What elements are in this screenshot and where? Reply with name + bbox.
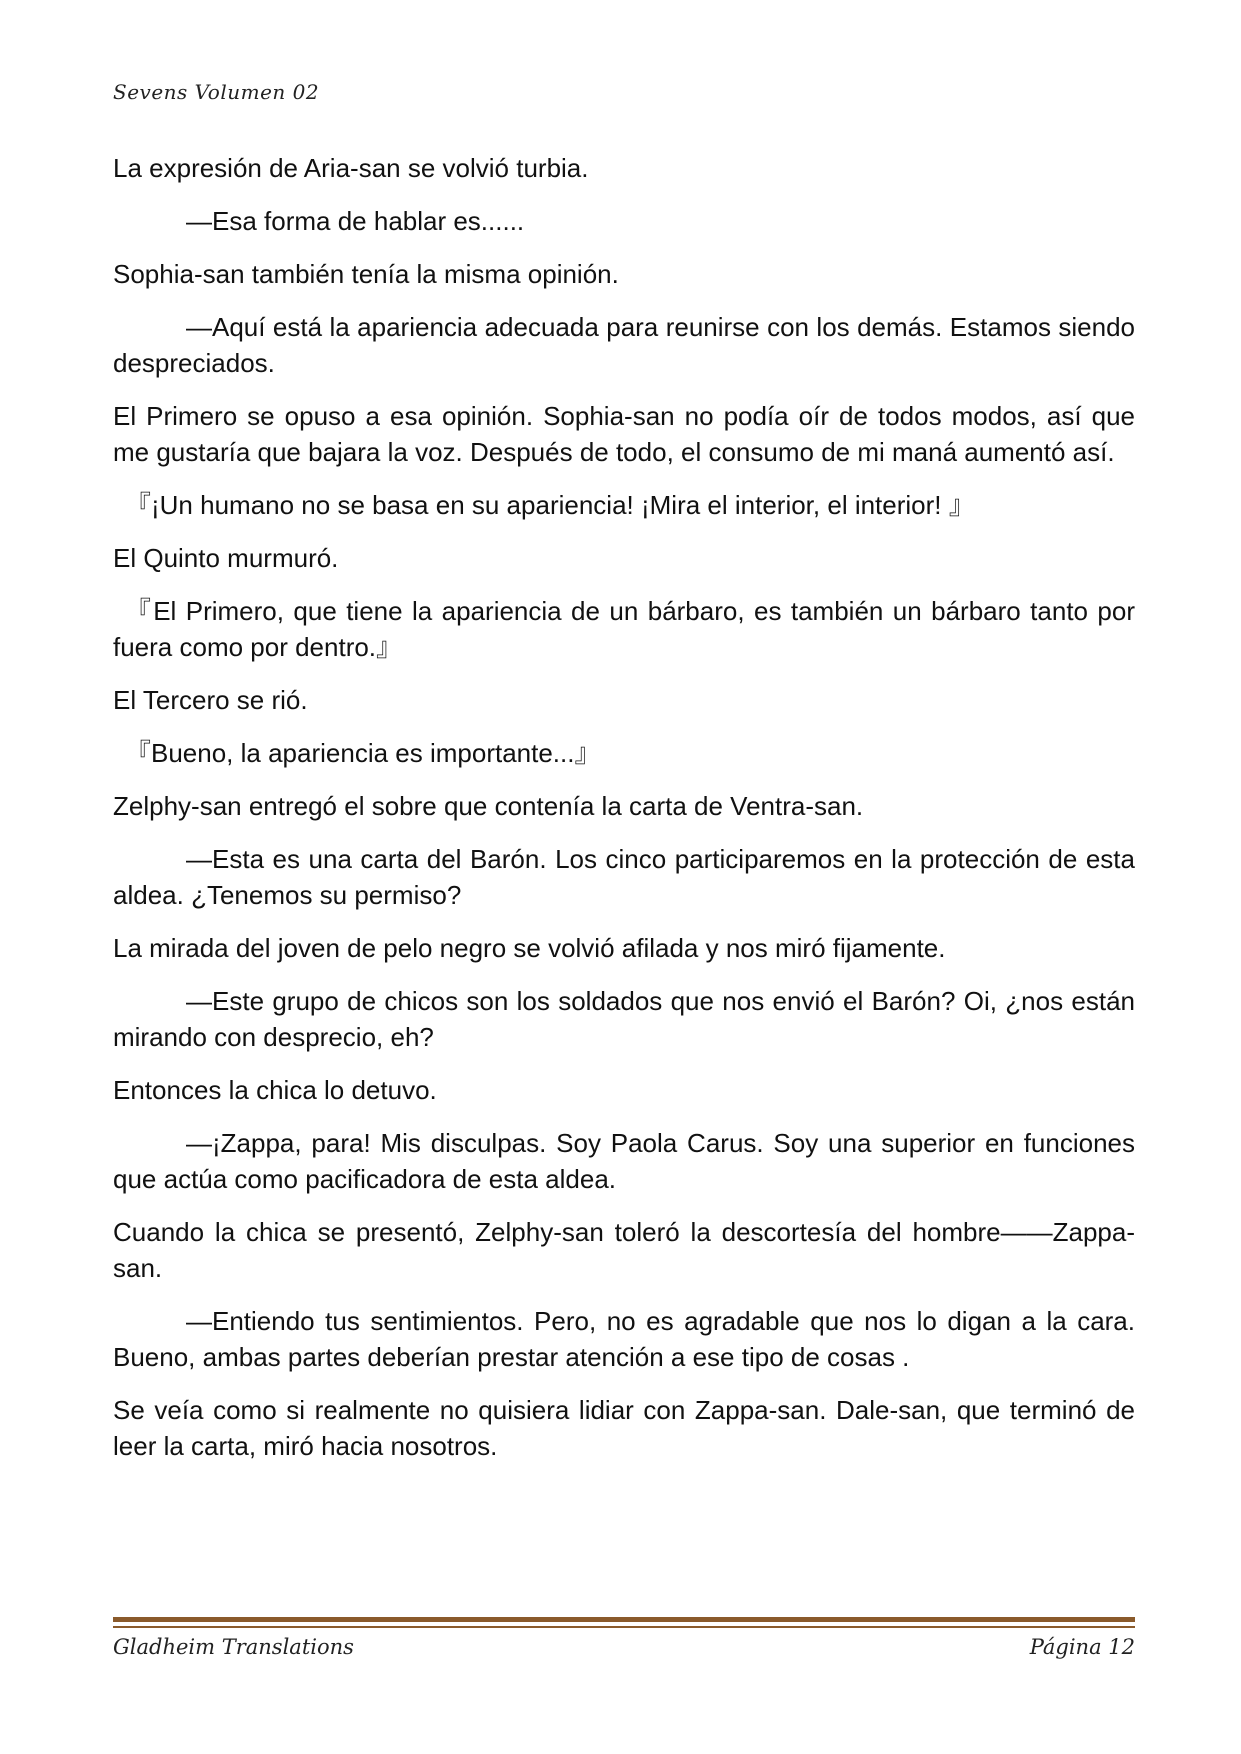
paragraph-17: Cuando la chica se presentó, Zelphy-san toleró la descortesía del hombre——Zappa-san. [113, 1217, 1135, 1283]
paragraph-1: La expresión de Aria-san se volvió turbia. [113, 153, 589, 183]
footer-publisher: Gladheim Translations [113, 1635, 354, 1659]
page-body [113, 150, 1135, 1481]
paragraph-8: 『El Primero, que tiene la apariencia de un bárbaro, es también un bárbaro tanto por fuera como por dentro.』 [113, 596, 1136, 662]
paragraph-14: —Este grupo de chicos son los soldados que nos envió el Barón? Oi, ¿nos están mirando con desprecio, eh? [113, 986, 1135, 1052]
paragraph-4: —Aquí está la apariencia adecuada para reunirse con los demás. Estamos siendo despreciados. [113, 312, 1135, 378]
paragraph-18: —Entiendo tus sentimientos. Pero, no es agradable que nos lo digan a la cara. Bueno, ambas partes deberían prestar atención a ese tipo de cosas . [113, 1306, 1135, 1372]
paragraph-11: Zelphy-san entregó el sobre que contenía la carta de Ventra-san. [113, 791, 864, 821]
footer-page-number: Página 12 [1029, 1635, 1135, 1659]
paragraph-7: El Quinto murmuró. [113, 543, 339, 573]
running-header: Sevens Volumen 02 [113, 80, 320, 104]
paragraph-10: 『Bueno, la apariencia es importante...』 [125, 738, 601, 768]
paragraph-2: —Esa forma de hablar es...... [186, 206, 525, 236]
paragraph-6: 『¡Un humano no se basa en su apariencia! ¡Mira el interior, el interior! 』 [125, 490, 975, 520]
paragraph-16: —¡Zappa, para! Mis disculpas. Soy Paola Carus. Soy una superior en funciones que actúa como pacificadora de esta aldea. [113, 1128, 1135, 1194]
paragraph-12: —Esta es una carta del Barón. Los cinco participaremos en la protección de esta aldea. ¿Tenemos su permiso? [113, 844, 1135, 910]
paragraph-19: Se veía como si realmente no quisiera lidiar con Zappa-san. Dale-san, que terminó de leer la carta, miró hacia nosotros. [113, 1395, 1135, 1461]
paragraph-13: La mirada del joven de pelo negro se volvió afilada y nos miró fijamente. [113, 933, 946, 963]
paragraph-9: El Tercero se rió. [113, 685, 308, 715]
footer-rule-thick [113, 1617, 1135, 1622]
footer-rule-thin [113, 1626, 1135, 1628]
paragraph-15: Entonces la chica lo detuvo. [113, 1075, 437, 1105]
paragraph-5: El Primero se opuso a esa opinión. Sophia-san no podía oír de todos modos, así que me gustaría que bajara la voz. Después de todo, el consumo de mi maná aumentó así. [113, 401, 1135, 467]
paragraph-3: Sophia-san también tenía la misma opinión. [113, 259, 619, 289]
